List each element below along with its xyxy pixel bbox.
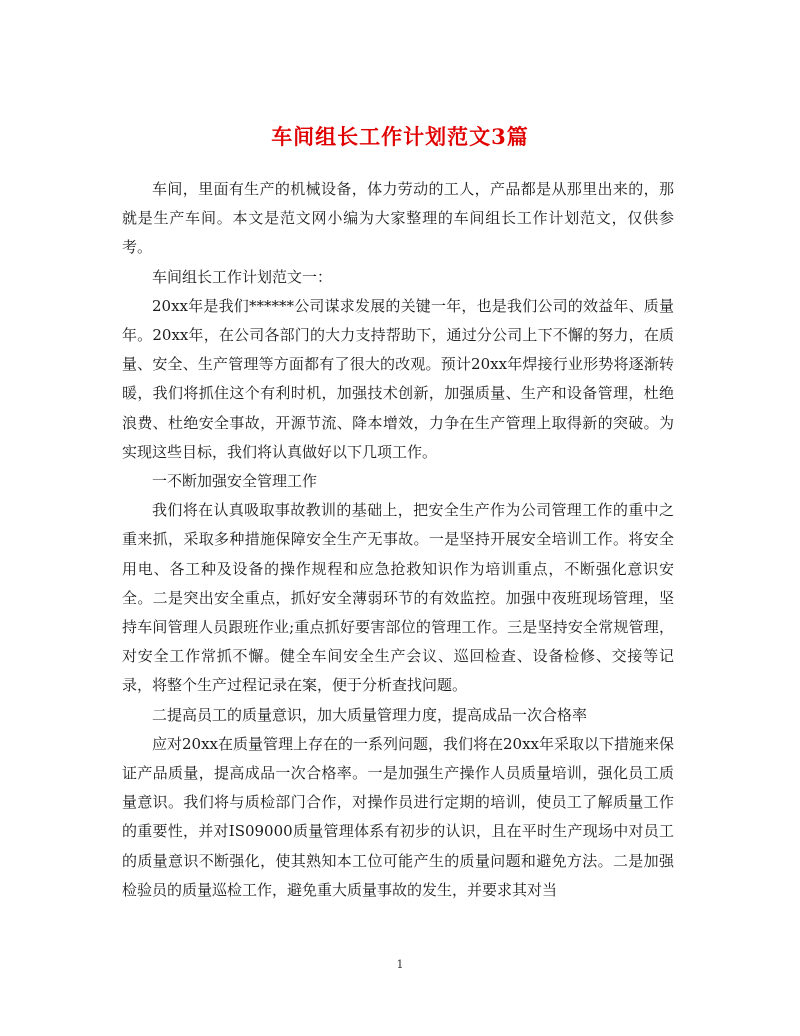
document-body: [122, 175, 674, 905]
page-number: 1: [396, 958, 404, 971]
quality-paragraph: 应对20xx在质量管理上存在的一系列问题，我们将在20xx年采取以下措施来保证产品质量，提高成品一次合格率。一是加强生产操作人员质量培训，强化员工质量意识。我们将与质检部门合作，对操作员进行定期的培训，使员工了解质量工作的重要性，并对IS09000质量管理体系有初步的认识，且在平时生产现场中对员工的质量意识不断强化，使其熟知本工位可能产生的质量问题和避免方法。二是加强检验员的质量巡检工作，避免重大质量事故的发生，并要求其对当: [122, 734, 675, 899]
section-heading-sample-one: 车间组长工作计划范文一：: [152, 267, 333, 286]
intro-paragraph: 车间，里面有生产的机械设备，体力劳动的工人，产品都是从那里出来的，那就是生产车间。本文是范文网小编为大家整理的车间组长工作计划范文，仅供参考。: [122, 180, 674, 257]
overview-paragraph: 20xx年是我们******公司谋求发展的关键一年，也是我们公司的效益年、质量年。20xx年，在公司各部门的大力支持帮助下，通过分公司上下不懈的努力，在质量、安全、生产管理等方面都有了很大的改观。预计20xx年焊接行业形势将逐渐转暖，我们将抓住这个有利时机，加强技术创新，加强质量、生产和设备管理，杜绝浪费、杜绝安全事故，开源节流、降本增效，力争在生产管理上取得新的突破。为实现这些目标，我们将认真做好以下几项工作。: [122, 296, 674, 461]
document-title: 车间组长工作计划范文3篇: [271, 124, 529, 150]
safety-paragraph: 我们将在认真吸取事故教训的基础上，把安全生产作为公司管理工作的重中之重来抓，采取多种措施保障安全生产无事故。一是坚持开展安全培训工作。将安全用电、各工种及设备的操作规程和应急抢救知识作为培训重点，不断强化意识安全。二是突出安全重点，抓好安全薄弱环节的有效监控。加强中夜班现场管理，坚持车间管理人员跟班作业;重点抓好要害部位的管理工作。三是坚持安全常规管理，对安全工作常抓不懈。健全车间安全生产会议、巡回检查、设备检修、交接等记录，将整个生产过程记录在案，便于分析查找问题。: [122, 501, 674, 695]
section-heading-quality: 二提高员工的质量意识，加大质量管理力度，提高成品一次合格率: [152, 705, 588, 724]
section-heading-safety: 一不断加强安全管理工作: [152, 472, 318, 491]
